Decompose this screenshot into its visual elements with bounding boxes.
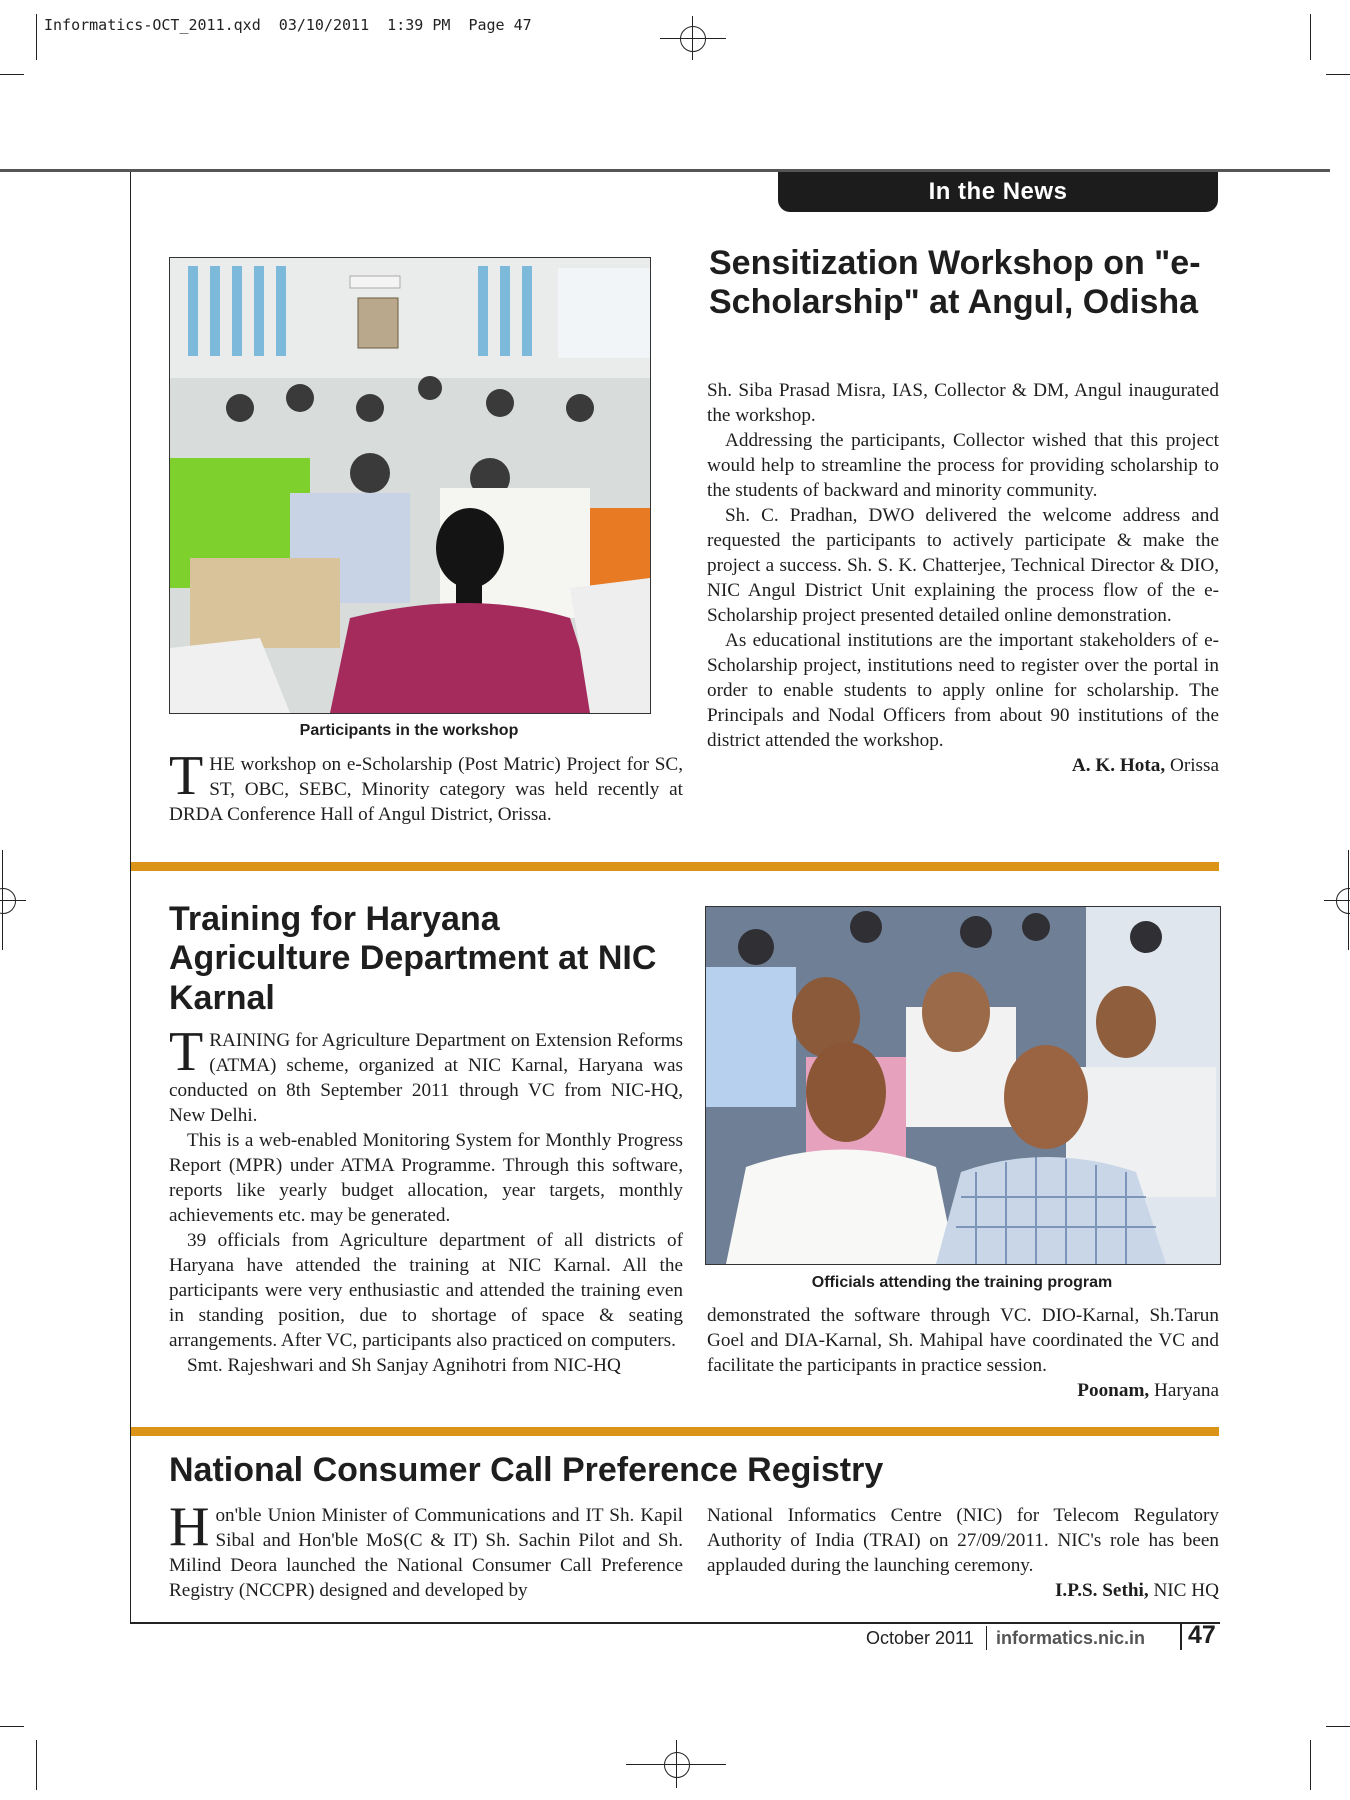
article1-body — [707, 378, 1219, 778]
article2-lead — [169, 1021, 683, 1128]
article1-byline — [707, 753, 1219, 778]
article2-paragraph: Smt. Rajeshwari and Sh Sanjay Agnihotri from NIC-HQ — [187, 1355, 621, 1376]
crop-mark — [1326, 74, 1350, 75]
training-photo-image — [706, 907, 1220, 1264]
registration-mark — [660, 16, 726, 60]
article3-lead-text: on'ble Union Minister of Communications and IT Sh. Kapil Sibal and Hon'ble MoS(C & IT) Sh. Sachin Pilot and Sh. Milind Deora launched the National Consumer Call Preference Registry (NCCPR) designed and developed by — [169, 1505, 683, 1601]
registration-mark — [0, 850, 26, 950]
crop-mark — [0, 74, 24, 75]
registration-mark — [626, 1740, 726, 1788]
workshop-photo-image — [170, 258, 650, 713]
article3-byline — [707, 1578, 1219, 1603]
article1-lead — [169, 745, 683, 827]
crop-mark — [0, 1726, 24, 1727]
crop-mark — [36, 14, 37, 60]
footer-site: informatics.nic.in — [996, 1628, 1146, 1648]
article1-paragraph: Sh. Siba Prasad Misra, IAS, Collector & DM, Angul inaugurated the workshop. — [707, 380, 1219, 426]
crop-mark — [36, 1740, 37, 1790]
article2-right-column — [707, 1303, 1219, 1403]
slug-line: Informatics-OCT_2011.qxd 03/10/2011 1:39 PM Page 47 — [44, 16, 532, 34]
left-frame-rule — [130, 172, 131, 1624]
article3-title: National Consumer Call Preference Registry — [169, 1451, 884, 1489]
training-photo — [705, 906, 1221, 1265]
crop-mark — [1310, 1740, 1311, 1790]
article1-title: Sensitization Workshop on "e-Scholarship" at Angul, Odisha — [709, 244, 1201, 322]
workshop-photo — [169, 257, 651, 714]
crop-mark — [1310, 14, 1311, 60]
dropcap: T — [169, 745, 204, 807]
byline-author: Poonam, — [1077, 1380, 1150, 1401]
article2-paragraph: This is a web-enabled Monitoring System for Monthly Progress Report (MPR) under ATMA Programme. Through this software, reports like yearly budget allocation, year targets, monthly achievements etc. may be generated. — [169, 1130, 683, 1226]
section-tag: In the News — [778, 172, 1218, 212]
byline-author: A. K. Hota, — [1071, 755, 1166, 776]
article1-paragraph: Addressing the participants, Collector wished that this project would help to streamline the process for providing scholarship to the students of backward and minority community. — [707, 430, 1219, 501]
article1-paragraph: Sh. C. Pradhan, DWO delivered the welcome address and requested the participants to actively participate & make the project a success. Sh. S. K. Chatterjee, Technical Director & DIO, NIC Angul District Unit explaining the process flow of the e-Scholarship project presented detailed online demonstration. — [707, 505, 1219, 626]
section-divider — [131, 1427, 1219, 1436]
article2-lead-text: RAINING for Agriculture Department on Extension Reforms (ATMA) scheme, organized at NIC Karnal, Haryana was conducted on 8th September 2011 through VC from NIC-HQ, New Delhi. — [169, 1030, 683, 1126]
workshop-photo-caption: Participants in the workshop — [299, 722, 519, 739]
article2-paragraph: 39 officials from Agriculture department of all districts of Haryana have attended the training at NIC Karnal. All the participants were very enthusiastic and attended the training even in standing position, due to shortage of space & seating arrangements. After VC, participants also practiced on computers. — [169, 1230, 683, 1351]
article3-lead — [169, 1496, 683, 1603]
bottom-frame-rule — [130, 1622, 1220, 1624]
article3-paragraph: National Informatics Centre (NIC) for Telecom Regulatory Authority of India (TRAI) on 27/09/2011. NIC's role has been applauded during the launching ceremony. — [707, 1505, 1219, 1576]
crop-mark — [1326, 1726, 1350, 1727]
byline-place: NIC HQ — [1148, 1580, 1219, 1601]
article2-byline — [707, 1378, 1219, 1403]
byline-place: Haryana — [1149, 1380, 1219, 1401]
page-number: 47 — [1188, 1621, 1216, 1649]
footer-divider — [1180, 1622, 1182, 1650]
article1-paragraph: As educational institutions are the important stakeholders of e-Scholarship project, institutions need to register over the portal in order to enable students to apply online for scholarship. The Principals and Nodal Officers from about 90 institutions of the district attended the workshop. — [707, 630, 1219, 751]
article2-title: Training for Haryana Agriculture Department at NIC Karnal — [169, 900, 657, 1017]
section-divider — [131, 862, 1219, 871]
byline-author: I.P.S. Sethi, — [1054, 1580, 1149, 1601]
article2-paragraph: demonstrated the software through VC. DIO-Karnal, Sh.Tarun Goel and DIA-Karnal, Sh. Mahipal have coordinated the VC and facilitate the participants in practice session. — [707, 1305, 1219, 1376]
dropcap: T — [169, 1021, 204, 1083]
article1-lead-text: HE workshop on e-Scholarship (Post Matric) Project for SC, ST, OBC, SEBC, Minority category was held recently at DRDA Conference Hall of Angul District, Orissa. — [169, 754, 683, 825]
training-photo-caption: Officials attending the training program — [811, 1274, 1113, 1291]
byline-place: Orissa — [1165, 755, 1219, 776]
dropcap: H — [169, 1496, 210, 1558]
article2-body — [169, 1021, 683, 1378]
footer-month: October 2011 — [866, 1628, 974, 1648]
footer-divider — [986, 1626, 987, 1650]
article3-right-column — [707, 1503, 1219, 1603]
registration-mark — [1324, 850, 1350, 950]
